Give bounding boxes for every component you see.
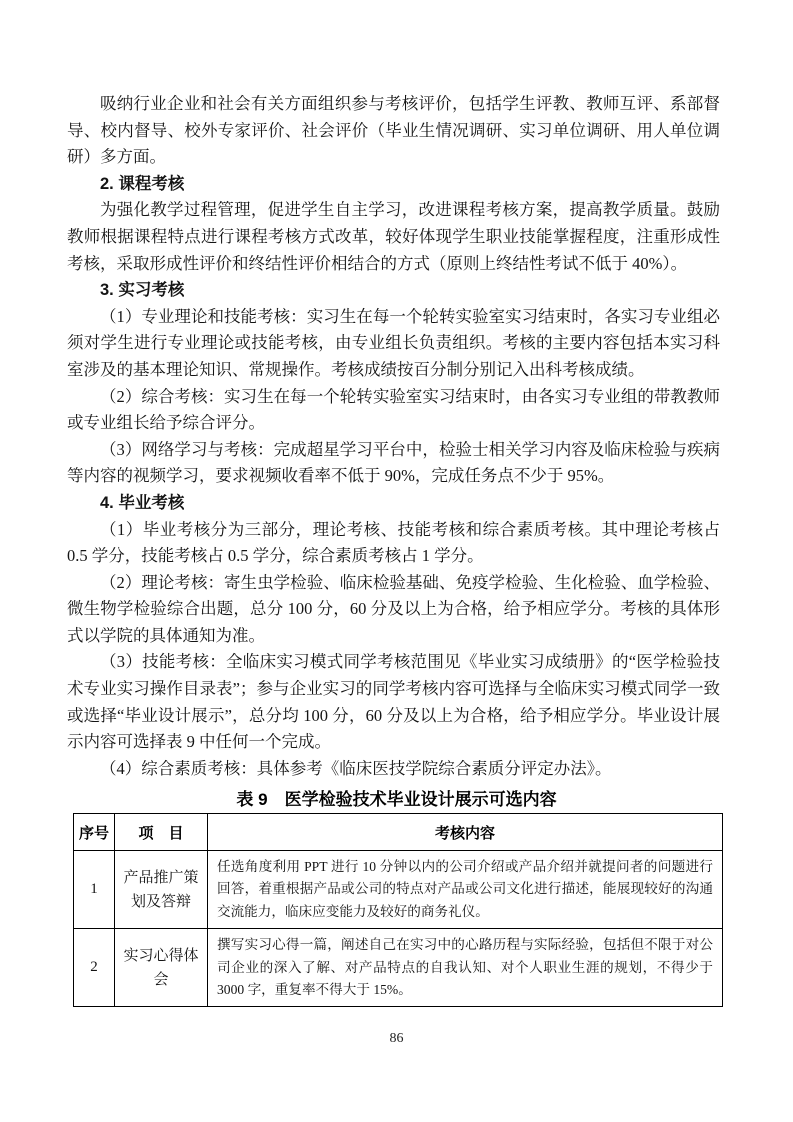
table-row — [74, 851, 723, 929]
section-heading-graduation-assessment: 4. 毕业考核 — [100, 493, 185, 512]
assessment-options-table — [73, 813, 723, 1007]
cell-assessment-content: 任选角度利用 PPT 进行 10 分钟以内的公司介绍或产品介绍并就提问者的问题进行回答，着重根据产品或公司的特点对产品或公司文化进行描述，能展现较好的沟通交流能力，临床应变能力及较好的商务礼仪。 — [208, 851, 723, 929]
table-head — [74, 814, 723, 851]
section-heading-internship-assessment: 3. 实习考核 — [100, 281, 185, 300]
cell-row-number: 1 — [74, 851, 115, 929]
page-number: 86 — [389, 1031, 404, 1046]
body-paragraph: （2）综合考核：实习生在每一个轮转实验室实习结束时，由各实习专业组的带教教师或专业组长给予综合评分。 — [67, 386, 720, 433]
table-body — [74, 851, 723, 1007]
body-paragraph: （2）理论考核：寄生虫学检验、临床检验基础、免疫学检验、生化检验、血学检验、微生物学检验综合出题，总分 100 分，60 分及以上为合格，给予相应学分。考核的具体形式以学院的具体通知为准。 — [67, 572, 720, 645]
document-body — [67, 91, 720, 782]
cell-item-name: 实习心得体会 — [115, 929, 208, 1007]
table-header-content: 考核内容 — [208, 814, 723, 851]
body-paragraph: （1）专业理论和技能考核：实习生在每一个轮转实验室实习结束时，各实习专业组必须对学生进行专业理论或技能考核，由专业组长负责组织。考核的主要内容包括本实习科室涉及的基本理论知识、常规操作。考核成绩按百分制分别记入出科考核成绩。 — [67, 306, 720, 379]
cell-row-number: 2 — [74, 929, 115, 1007]
body-paragraph: 吸纳行业企业和社会有关方面组织参与考核评价，包括学生评教、教师互评、系部督导、校内督导、校外专家评价、社会评价（毕业生情况调研、实习单位调研、用人单位调研）多方面。 — [67, 94, 720, 167]
body-paragraph: 为强化教学过程管理，促进学生自主学习，改进课程考核方案，提高教学质量。鼓励教师根据课程特点进行课程考核方式改革，较好体现学生职业技能掌握程度，注重形成性考核，采取形成性评价和终结性评价相结合的方式（原则上终结性考试不低于 40%）。 — [67, 200, 720, 273]
table-header-no: 序号 — [74, 814, 115, 851]
table-header-item: 项 目 — [115, 814, 208, 851]
body-paragraph: （3）技能考核：全临床实习模式同学考核范围见《毕业实习成绩册》的“医学检验技术专业实习操作目录表”；参与企业实习的同学考核内容可选择与全临床实习模式同学一致或选择“毕业设计展示”，总分均 100 分，60 分及以上为合格，给予相应学分。毕业设计展示内容可选择表 9 中任何一个完成。 — [67, 652, 720, 752]
body-paragraph: （4）综合素质考核：具体参考《临床医技学院综合素质分评定办法》。 — [100, 758, 612, 778]
table-row — [74, 929, 723, 1007]
cell-assessment-content: 撰写实习心得一篇，阐述自己在实习中的心路历程与实际经验，包括但不限于对公司企业的深入了解、对产品特点的自我认知、对个人职业生涯的规划，不得少于 3000 字，重复率不得大于 15%。 — [208, 929, 723, 1007]
body-paragraph: （1）毕业考核分为三部分，理论考核、技能考核和综合素质考核。其中理论考核占 0.5 学分，技能考核占 0.5 学分，综合素质考核占 1 学分。 — [67, 519, 720, 566]
table-header-row — [74, 814, 723, 851]
table-title: 表 9 医学检验技术毕业设计展示可选内容 — [236, 790, 557, 809]
section-heading-course-assessment: 2. 课程考核 — [100, 174, 185, 193]
body-paragraph: （3）网络学习与考核：完成超星学习平台中，检验士相关学习内容及临床检验与疾病等内容的视频学习，要求视频收看率不低于 90%，完成任务点不少于 95%。 — [67, 439, 720, 486]
cell-item-name: 产品推广策划及答辩 — [115, 851, 208, 929]
